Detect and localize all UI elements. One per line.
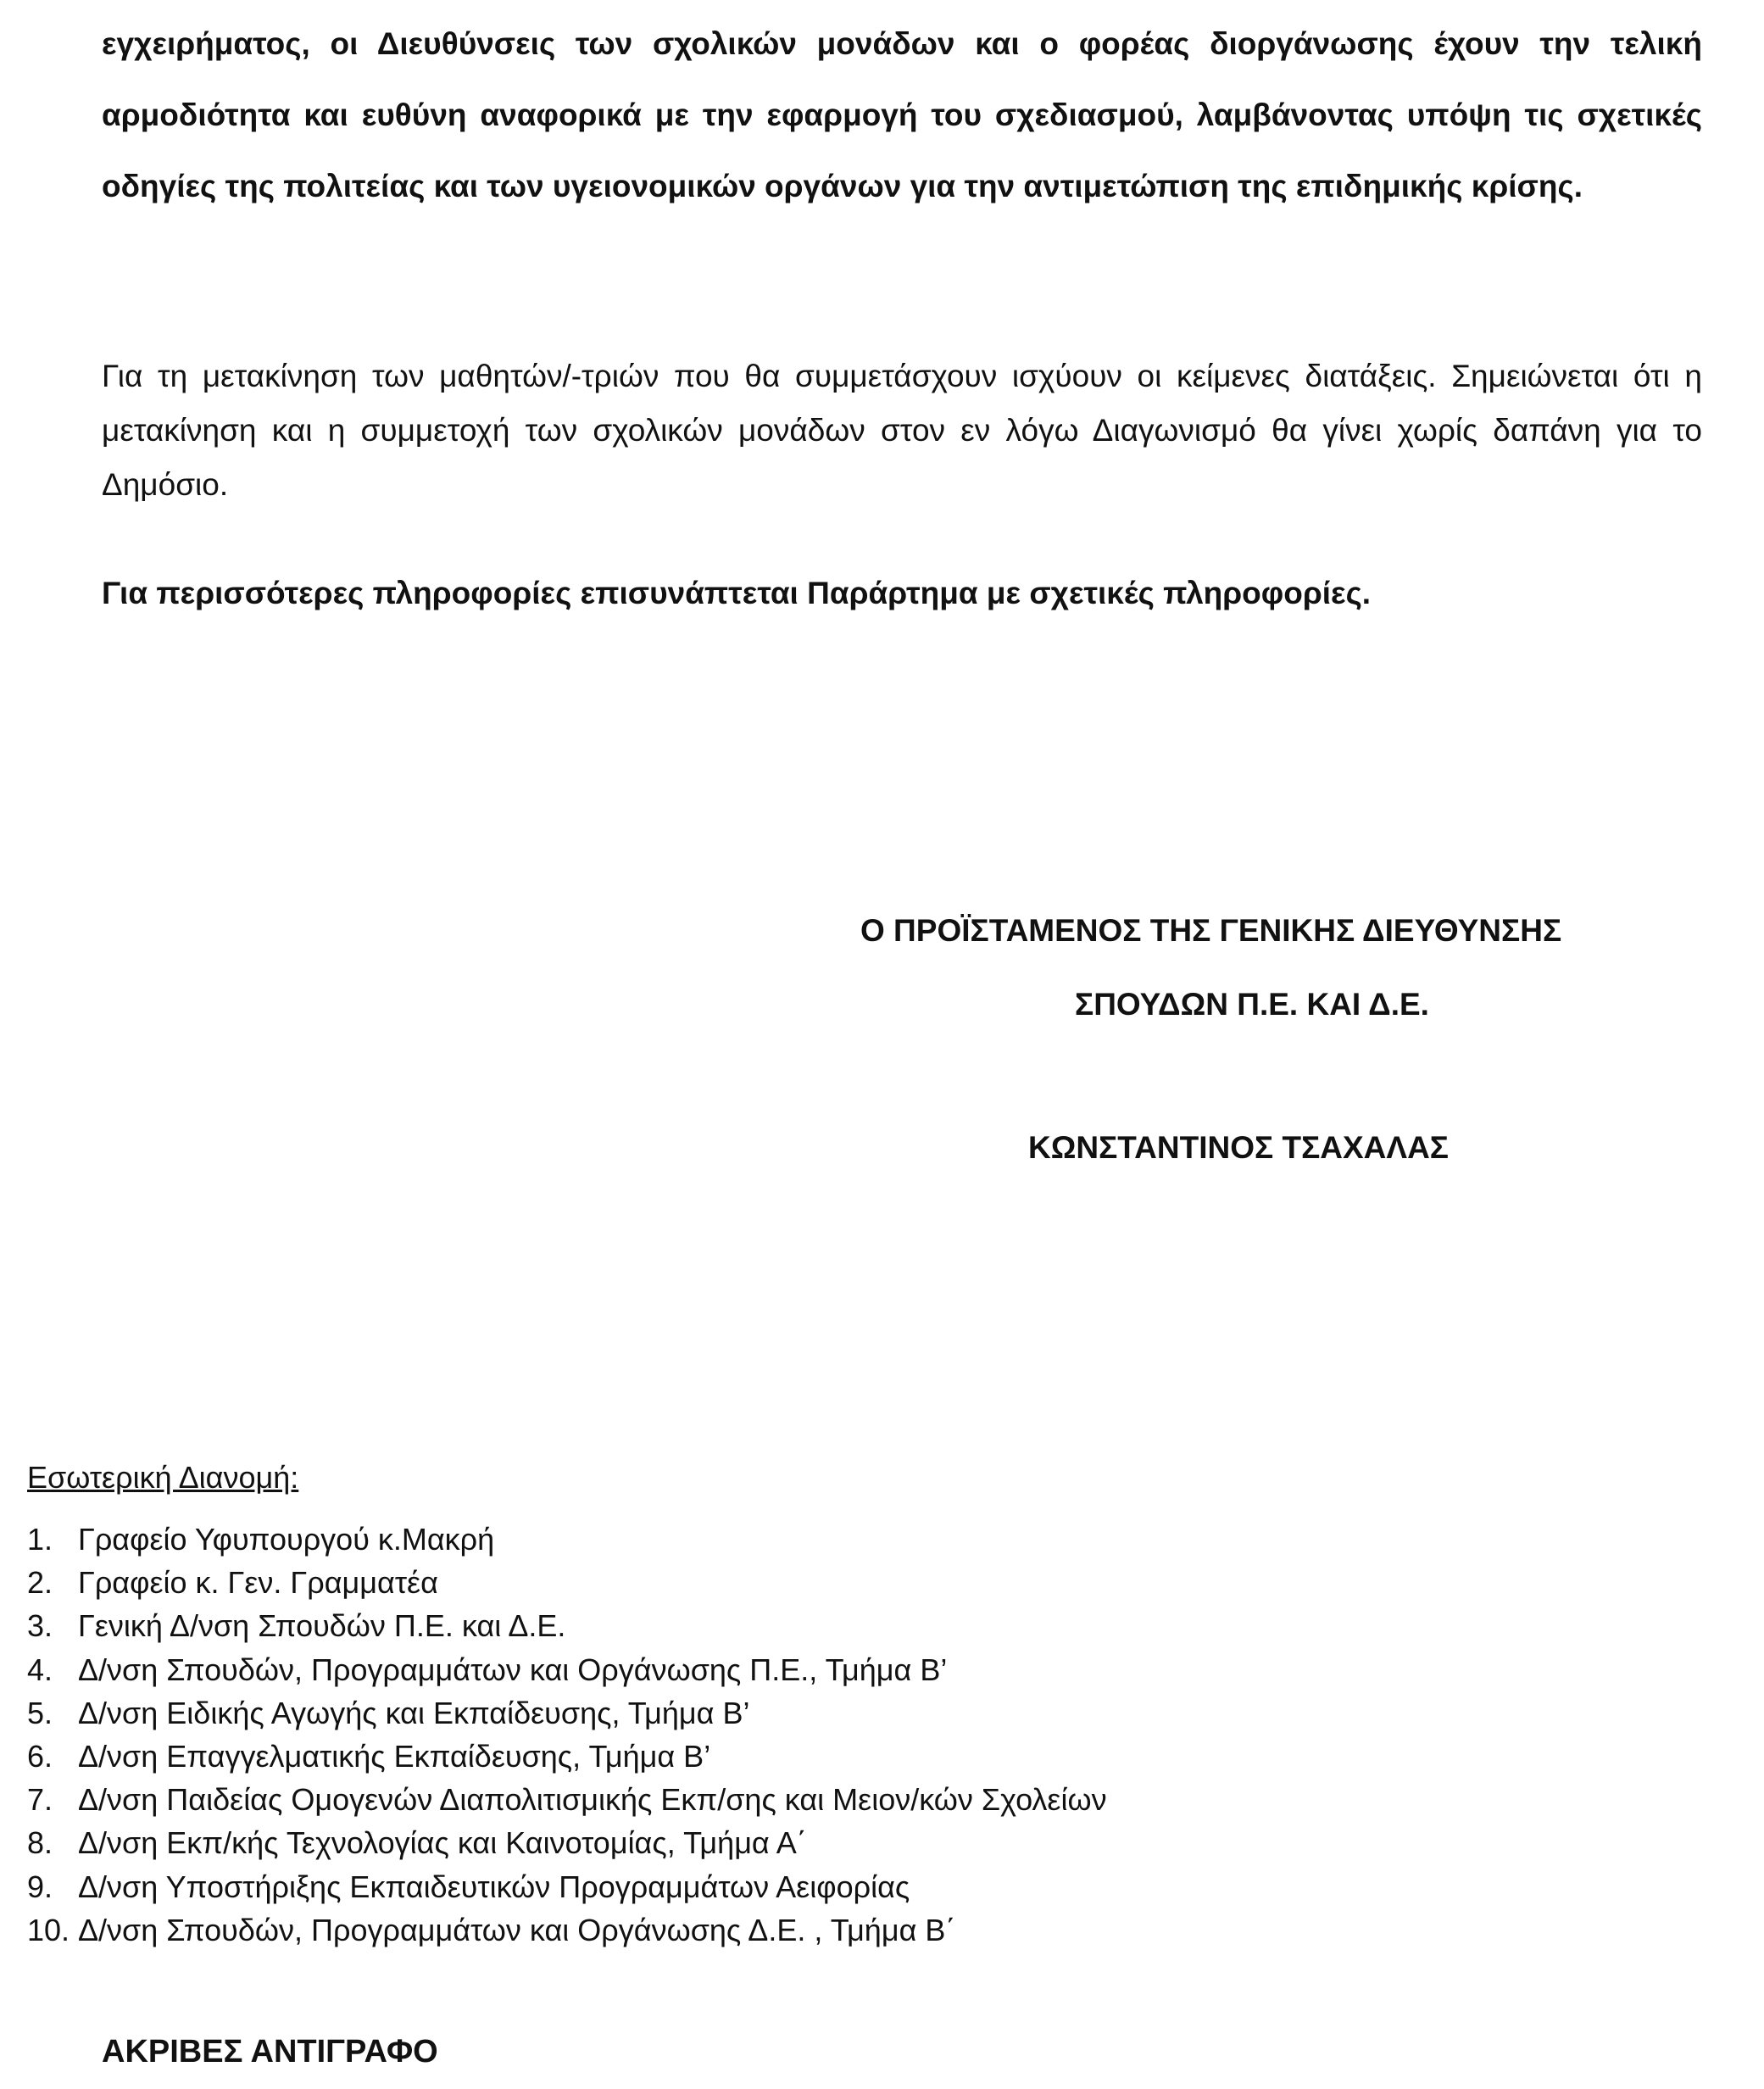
signatory-name: ΚΩΝΣΤΑΝΤΙΝΟΣ ΤΣΑΧΑΛΑΣ	[1028, 1130, 1449, 1165]
list-item-text: Δ/νση Ειδικής Αγωγής και Εκπαίδευσης, Τμήμα Β’	[78, 1695, 750, 1730]
list-item-number: 4.	[27, 1652, 53, 1687]
list-item-number: 10.	[27, 1912, 70, 1947]
list-item-text: Δ/νση Υποστήριξης Εκπαιδευτικών Προγραμμάτων Αειφορίας	[78, 1869, 910, 1904]
list-item-number: 9.	[27, 1869, 53, 1904]
list-item	[27, 1865, 1107, 1908]
list-item-text: Γραφείο Υφυπουργού κ.Μακρή	[78, 1522, 495, 1557]
list-item-text: Δ/νση Σπουδών, Προγραμμάτων και Οργάνωσης Δ.Ε. , Τμήμα Β΄	[78, 1912, 956, 1947]
list-item-number: 8.	[27, 1825, 53, 1861]
list-item-number: 6.	[27, 1738, 53, 1774]
list-item-number: 7.	[27, 1782, 53, 1818]
list-item	[27, 1648, 1107, 1691]
travel-paragraph: Για τη μετακίνηση των μαθητών/-τριών που θα συμμετάσχουν ισχύουν οι κείμενες διατάξεις. Σημειώνεται ότι η μετακίνηση και η συμμετοχή των σχολικών μονάδων στον εν λόγω Διαγωνισμό θα γίνει χωρίς δαπάνη για το Δημόσιο.	[102, 359, 1702, 502]
list-item-text: Γενική Δ/νση Σπουδών Π.Ε. και Δ.Ε.	[78, 1608, 566, 1644]
list-item-text: Δ/νση Επαγγελματικής Εκπαίδευσης, Τμήμα Β’	[78, 1738, 711, 1774]
list-item	[27, 1518, 1107, 1561]
list-item	[27, 1821, 1107, 1864]
true-copy-label: ΑΚΡΙΒΕΣ ΑΝΤΙΓΡΑΦΟ	[102, 2034, 438, 2070]
signatory-title-line-1: Ο ΠΡΟΪΣΤΑΜΕΝΟΣ ΤΗΣ ΓΕΝΙΚΗΣ ΔΙΕΥΘΥΝΣΗΣ	[860, 913, 1562, 948]
list-item-number: 3.	[27, 1608, 53, 1644]
list-item-text: Δ/νση Εκπ/κής Τεχνολογίας και Καινοτομίας, Τμήμα Α΄	[78, 1825, 807, 1861]
list-item	[27, 1604, 1107, 1647]
list-item-number: 1.	[27, 1522, 53, 1557]
list-item	[27, 1561, 1107, 1604]
list-item	[27, 1908, 1107, 1952]
list-item	[27, 1691, 1107, 1735]
responsibility-paragraph: εγχειρήματος, οι Διευθύνσεις των σχολικών μονάδων και ο φορέας διοργάνωσης έχουν την τελική αρμοδιότητα και ευθύνη αναφορικά με την εφαρμογή του σχεδιασμού, λαμβάνοντας υπόψη τις σχετικές οδηγίες της πολιτείας και των υγειονομικών οργάνων για την αντιμετώπιση της επιδημικής κρίσης.	[102, 26, 1702, 203]
list-item-number: 5.	[27, 1695, 53, 1730]
list-item	[27, 1778, 1107, 1821]
list-item-text: Γραφείο κ. Γεν. Γραμματέα	[78, 1565, 438, 1601]
distribution-heading: Εσωτερική Διανομή:	[27, 1460, 299, 1495]
list-item-number: 2.	[27, 1565, 53, 1601]
signatory-title-line-2: ΣΠΟΥΔΩΝ Π.Ε. ΚΑΙ Δ.Ε.	[1075, 987, 1429, 1022]
list-item	[27, 1735, 1107, 1778]
distribution-list	[27, 1518, 1107, 1952]
list-item-text: Δ/νση Σπουδών, Προγραμμάτων και Οργάνωσης Π.Ε., Τμήμα Β’	[78, 1652, 948, 1687]
list-item-text: Δ/νση Παιδείας Ομογενών Διαπολιτισμικής Εκπ/σης και Μειον/κών Σχολείων	[78, 1782, 1107, 1818]
appendix-info-line: Για περισσότερες πληροφορίες επισυνάπτεται Παράρτημα με σχετικές πληροφορίες.	[102, 576, 1372, 610]
